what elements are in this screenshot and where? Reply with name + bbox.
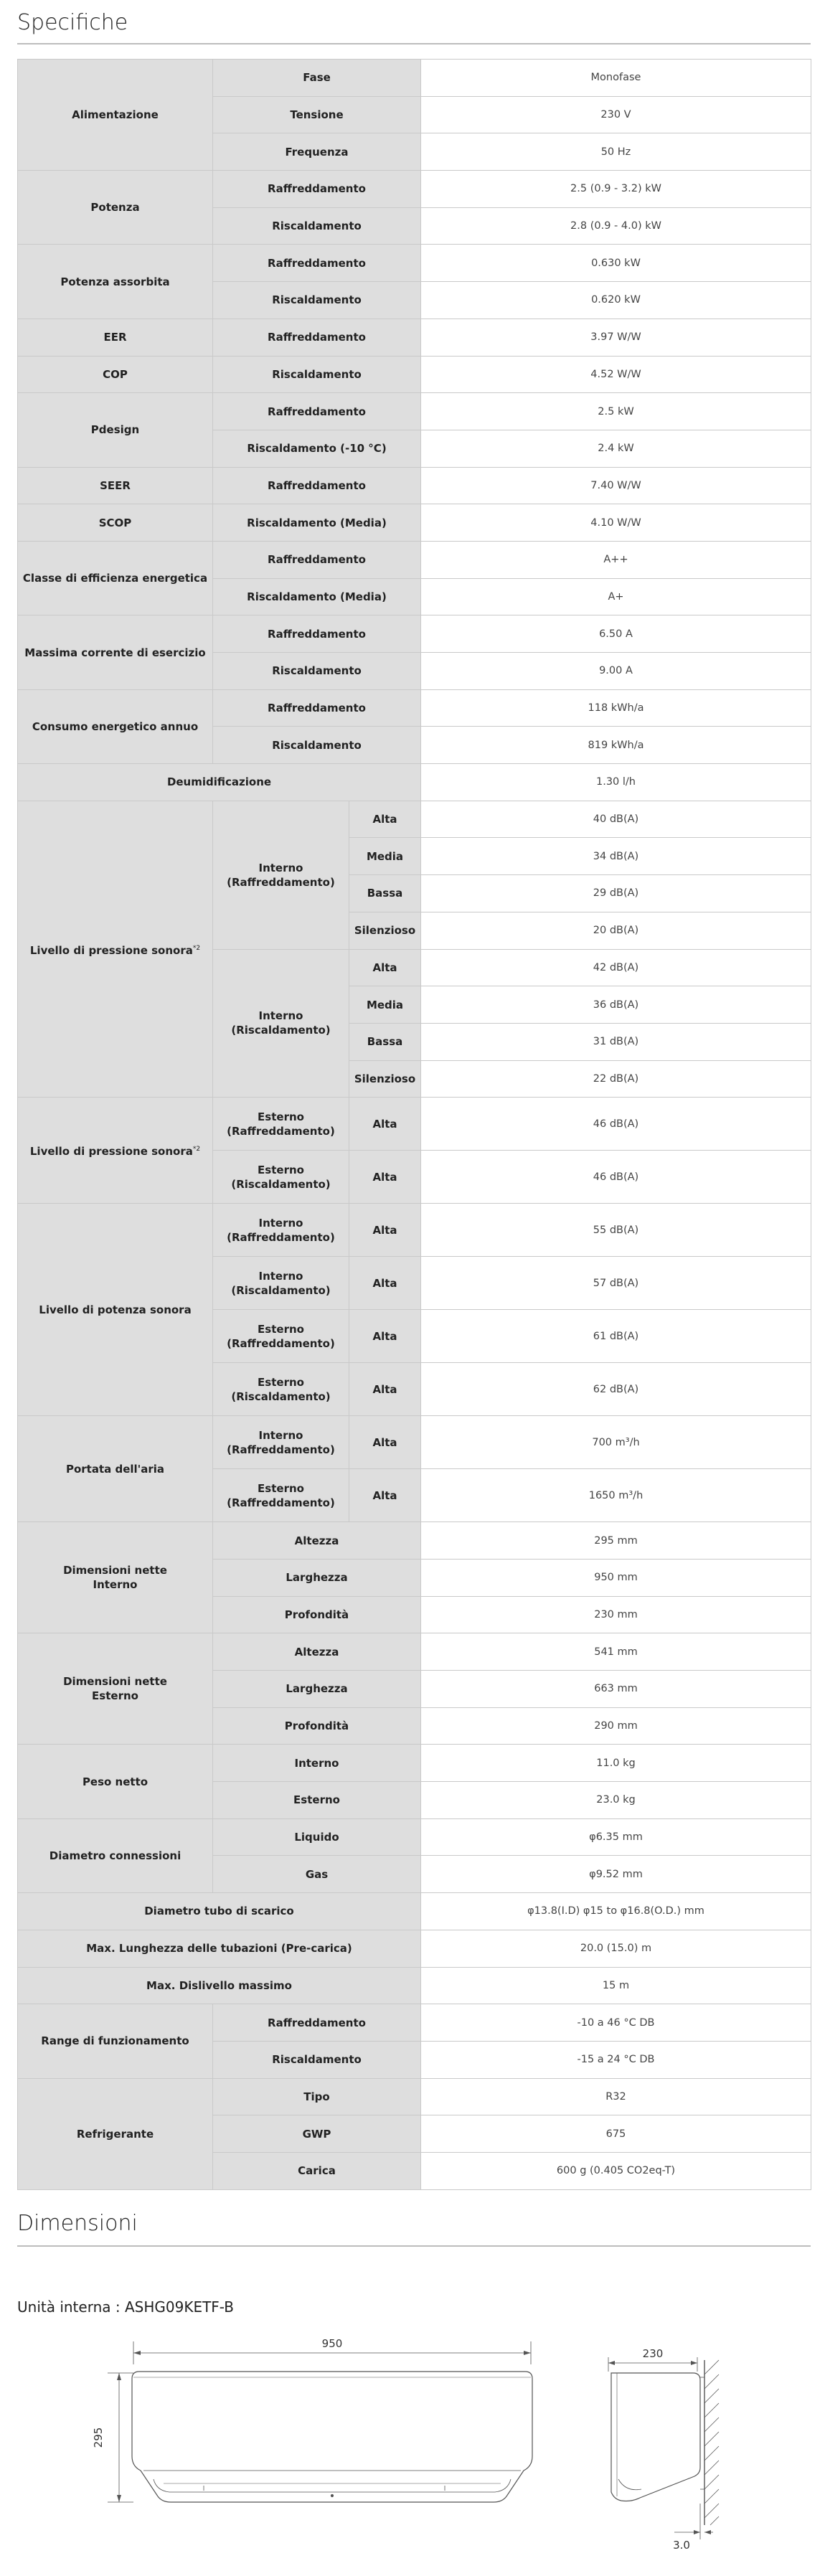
spec-label: Altezza bbox=[294, 1645, 339, 1659]
spec-value: -15 a 24 °C DB bbox=[577, 2054, 655, 2066]
indoor-unit-front-outline bbox=[132, 2372, 532, 2502]
spec-value: 1.30 l/h bbox=[596, 776, 636, 788]
spec-label: Potenza bbox=[90, 201, 140, 214]
spec-label-line: Esterno bbox=[258, 1481, 304, 1495]
side-depth-value: 230 bbox=[642, 2347, 664, 2360]
spec-label: Potenza assorbita bbox=[60, 275, 170, 288]
spec-value: 22 dB(A) bbox=[593, 1072, 639, 1085]
spec-value: A++ bbox=[603, 554, 628, 566]
spec-value: 36 dB(A) bbox=[593, 999, 639, 1011]
spec-label: Interno bbox=[294, 1756, 339, 1770]
spec-label-line: Dimensioni nette bbox=[63, 1564, 167, 1577]
spec-label: Alta bbox=[372, 813, 397, 826]
spec-label-line: Esterno bbox=[258, 1110, 304, 1123]
specs-title: Specifiche bbox=[17, 10, 128, 35]
spec-label: Refrigerante bbox=[76, 2127, 154, 2141]
spec-label: Livello di pressione sonora$^{*2}$ bbox=[29, 943, 201, 957]
spec-label: Frequenza bbox=[285, 145, 349, 159]
spec-value: φ13.8(I.D) φ15 to φ16.8(O.D.) mm bbox=[527, 1905, 704, 1917]
spec-value: 230 mm bbox=[594, 1608, 638, 1620]
spec-value: φ6.35 mm bbox=[589, 1831, 643, 1844]
spec-label: Diametro tubo di scarico bbox=[144, 1905, 294, 1918]
spec-label: EER bbox=[103, 331, 127, 344]
spec-value: R32 bbox=[605, 2090, 626, 2103]
spec-label-line: (Raffreddamento) bbox=[227, 1336, 335, 1350]
spec-label-line: Interno bbox=[258, 1009, 303, 1023]
spec-label: Portata dell'aria bbox=[65, 1462, 165, 1476]
spec-value: 700 m³/h bbox=[592, 1436, 640, 1448]
spec-label: SEER bbox=[100, 478, 131, 492]
spec-label: Raffreddamento bbox=[268, 2016, 366, 2029]
spec-label: COP bbox=[103, 367, 128, 381]
spec-value: 62 dB(A) bbox=[593, 1383, 639, 1395]
spec-label-line: (Riscaldamento) bbox=[231, 1177, 331, 1191]
indoor-unit-label: Unità interna : ASHG09KETF-B bbox=[17, 2298, 235, 2316]
spec-value: 675 bbox=[605, 2128, 626, 2140]
spec-label: Fase bbox=[303, 71, 331, 85]
spec-label: Raffreddamento bbox=[268, 331, 366, 344]
spec-label-line: (Raffreddamento) bbox=[227, 1496, 335, 1509]
spec-value: 600 g (0.405 CO2eq-T) bbox=[556, 2165, 676, 2177]
spec-value: 23.0 kg bbox=[596, 1794, 636, 1806]
spec-value: 663 mm bbox=[594, 1683, 638, 1695]
spec-label-line: Esterno bbox=[258, 1375, 304, 1389]
spec-value: 0.620 kW bbox=[591, 294, 641, 306]
spec-value: 11.0 kg bbox=[596, 1757, 636, 1769]
spec-value: 55 dB(A) bbox=[593, 1224, 639, 1236]
spec-label: Riscaldamento bbox=[272, 2053, 362, 2067]
indoor-unit-side-outline bbox=[611, 2373, 700, 2501]
spec-label: Max. Dislivello massimo bbox=[146, 1978, 292, 1992]
spec-label: Alta bbox=[372, 1117, 397, 1131]
footnote-marker: *2 bbox=[192, 1146, 201, 1153]
spec-label: Raffreddamento bbox=[268, 478, 366, 492]
spec-value: 4.10 W/W bbox=[590, 516, 641, 529]
spec-value: A+ bbox=[608, 590, 624, 603]
spec-label: Raffreddamento bbox=[268, 182, 366, 196]
spec-label: Raffreddamento bbox=[268, 702, 366, 715]
spec-value: 2.5 (0.9 - 3.2) kW bbox=[570, 183, 661, 195]
spec-label: Riscaldamento (-10 °C) bbox=[247, 442, 387, 456]
spec-label-line: Interno bbox=[258, 1428, 303, 1442]
side-view bbox=[608, 2357, 719, 2539]
spec-label: Larghezza bbox=[286, 1571, 348, 1585]
front-width-value: 950 bbox=[321, 2337, 343, 2350]
spec-label: Max. Lunghezza delle tubazioni (Pre-carica) bbox=[86, 1942, 352, 1955]
spec-label: Riscaldamento (Media) bbox=[247, 590, 387, 603]
spec-value: 2.4 kW bbox=[598, 443, 634, 455]
spec-label: Riscaldamento bbox=[272, 293, 362, 307]
dimensions-title: Dimensioni bbox=[17, 2211, 138, 2236]
spec-label: Riscaldamento bbox=[272, 367, 362, 381]
front-height-value: 295 bbox=[92, 2427, 105, 2448]
spec-label-line: (Raffreddamento) bbox=[227, 1124, 335, 1138]
spec-label: Gas bbox=[305, 1867, 329, 1881]
spec-label: Larghezza bbox=[286, 1682, 348, 1696]
spec-value: 46 dB(A) bbox=[593, 1171, 639, 1183]
spec-label: Raffreddamento bbox=[268, 256, 366, 270]
spec-value: 31 dB(A) bbox=[593, 1036, 639, 1048]
spec-label: Carica bbox=[298, 2164, 336, 2178]
spec-label: GWP bbox=[302, 2127, 331, 2141]
spec-label: Liquido bbox=[294, 1831, 339, 1844]
spec-value: 57 dB(A) bbox=[593, 1277, 639, 1289]
spec-label-line: (Riscaldamento) bbox=[231, 1283, 331, 1297]
spec-label: Peso netto bbox=[82, 1775, 148, 1788]
spec-label: Media bbox=[366, 998, 404, 1011]
spec-value: 50 Hz bbox=[600, 146, 631, 158]
spec-label: Classe di efficienza energetica bbox=[22, 572, 208, 585]
spec-label: Raffreddamento bbox=[268, 405, 366, 418]
spec-value: 230 V bbox=[600, 109, 631, 121]
spec-value: 4.52 W/W bbox=[590, 368, 641, 380]
spec-label-line: Interno bbox=[93, 1578, 138, 1592]
spec-value: φ9.52 mm bbox=[589, 1868, 643, 1880]
spec-label-line: Esterno bbox=[258, 1163, 304, 1176]
spec-value: 20 dB(A) bbox=[593, 925, 639, 937]
spec-label-line: Dimensioni nette bbox=[63, 1675, 167, 1689]
spec-value: 290 mm bbox=[594, 1720, 638, 1732]
spec-label: Range di funzionamento bbox=[41, 2034, 189, 2048]
spec-value: 15 m bbox=[602, 1979, 630, 1991]
spec-label: Diametro connessioni bbox=[49, 1849, 182, 1862]
spec-label-line: (Riscaldamento) bbox=[231, 1390, 331, 1403]
spec-label: Livello di pressione sonora$^{*2}$ bbox=[29, 1145, 201, 1159]
spec-value: -10 a 46 °C DB bbox=[577, 2016, 655, 2029]
front-view bbox=[108, 2341, 532, 2502]
spec-value: 46 dB(A) bbox=[593, 1118, 639, 1130]
spec-label: Alta bbox=[372, 1223, 397, 1237]
spec-label: Bassa bbox=[367, 887, 403, 900]
spec-value: 7.40 W/W bbox=[590, 479, 641, 491]
spec-label-line: (Raffreddamento) bbox=[227, 1443, 335, 1456]
spec-label: Riscaldamento bbox=[272, 664, 362, 678]
spec-label: Livello di potenza sonora bbox=[39, 1303, 192, 1316]
spec-label: Consumo energetico annuo bbox=[32, 720, 199, 733]
spec-label: Massima corrente di esercizio bbox=[24, 646, 206, 659]
spec-label: Silenzioso bbox=[354, 1072, 416, 1085]
spec-value: 20.0 (15.0) m bbox=[580, 1943, 652, 1955]
spec-label: Alta bbox=[372, 1276, 397, 1290]
spec-label-line: Esterno bbox=[92, 1689, 138, 1703]
spec-label: Riscaldamento bbox=[272, 220, 362, 233]
spec-label: Raffreddamento bbox=[268, 553, 366, 567]
spec-label-line: Interno bbox=[258, 861, 303, 874]
spec-label: Alimentazione bbox=[72, 108, 159, 122]
spec-label-line: (Raffreddamento) bbox=[227, 1230, 335, 1244]
spec-label: Alta bbox=[372, 1170, 397, 1184]
spec-label: Esterno bbox=[293, 1793, 340, 1807]
spec-label: Profondità bbox=[284, 1608, 349, 1621]
spec-label: Riscaldamento bbox=[272, 738, 362, 752]
spec-value: 9.00 A bbox=[599, 665, 633, 677]
footnote-marker: *2 bbox=[192, 944, 201, 952]
spec-value: 42 dB(A) bbox=[593, 961, 639, 973]
spec-value: 541 mm bbox=[594, 1646, 638, 1658]
spec-label: Pdesign bbox=[90, 423, 140, 437]
spec-value: 40 dB(A) bbox=[593, 813, 639, 826]
spec-label-line: Interno bbox=[258, 1269, 303, 1283]
spec-label: Bassa bbox=[367, 1035, 403, 1049]
spec-label-line: (Raffreddamento) bbox=[227, 875, 335, 889]
spec-label-line: Interno bbox=[258, 1216, 303, 1230]
spec-label: Alta bbox=[372, 961, 397, 974]
spec-label: Media bbox=[366, 849, 404, 863]
spec-value: 819 kWh/a bbox=[588, 739, 644, 751]
spec-value: 29 dB(A) bbox=[593, 887, 639, 900]
spec-label: SCOP bbox=[98, 516, 132, 529]
spec-label-line: (Riscaldamento) bbox=[231, 1024, 331, 1037]
spec-label: Tipo bbox=[303, 2090, 330, 2103]
spec-value: 118 kWh/a bbox=[588, 702, 644, 714]
spec-value: 34 dB(A) bbox=[593, 850, 639, 862]
spec-value: 6.50 A bbox=[599, 628, 633, 640]
wall-hatching bbox=[704, 2360, 719, 2525]
spec-value: 1650 m³/h bbox=[588, 1489, 644, 1501]
spec-value: 3.97 W/W bbox=[590, 331, 641, 344]
wall-gap-value: 3.0 bbox=[673, 2539, 690, 2552]
spec-label: Alta bbox=[372, 1329, 397, 1343]
spec-label: Tensione bbox=[290, 108, 344, 122]
spec-label: Altezza bbox=[294, 1534, 339, 1547]
spec-label: Riscaldamento (Media) bbox=[247, 516, 387, 529]
spec-label: Silenzioso bbox=[354, 924, 416, 938]
spec-label: Alta bbox=[372, 1382, 397, 1396]
spec-label: Alta bbox=[372, 1488, 397, 1502]
spec-value: 950 mm bbox=[594, 1572, 638, 1584]
spec-label-line: Esterno bbox=[258, 1322, 304, 1336]
spec-label: Deumidificazione bbox=[166, 775, 272, 789]
spec-label: Alta bbox=[372, 1435, 397, 1449]
spec-value: Monofase bbox=[590, 72, 641, 84]
spec-value: 61 dB(A) bbox=[593, 1330, 639, 1342]
spec-label: Raffreddamento bbox=[268, 627, 366, 641]
spec-value: 295 mm bbox=[594, 1534, 638, 1547]
spec-label: Profondità bbox=[284, 1719, 349, 1733]
spec-value: 2.5 kW bbox=[598, 405, 634, 417]
spec-value: 2.8 (0.9 - 4.0) kW bbox=[570, 220, 661, 232]
spec-value: 0.630 kW bbox=[591, 257, 641, 269]
